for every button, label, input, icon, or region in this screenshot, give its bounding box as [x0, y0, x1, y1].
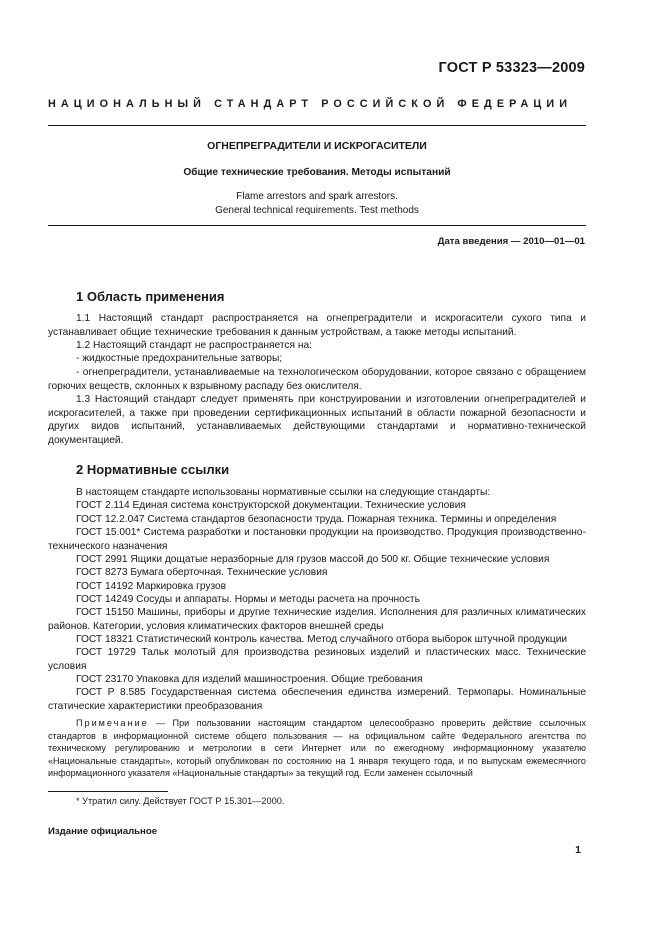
- reference-item: ГОСТ Р 8.585 Государственная система обеспечения единства измерений. Термопары. Номинальные статические характеристики преобразования: [48, 687, 586, 712]
- note-label: Примечание: [76, 718, 149, 728]
- reference-item: ГОСТ 12.2.047 Система стандартов безопасности труда. Пожарная техника. Термины и определения: [76, 514, 557, 525]
- list-item-liquid-seals: - жидкостные предохранительные затворы;: [76, 353, 283, 364]
- reference-item: ГОСТ 2991 Ящики дощатые неразборные для грузов массой до 500 кг. Общие технические условия: [76, 554, 550, 565]
- references-intro: В настоящем стандарте использованы нормативные ссылки на следующие стандарты:: [76, 487, 491, 498]
- introduction-date: Дата введения — 2010—01—01: [437, 236, 585, 247]
- reference-item: ГОСТ 14249 Сосуды и аппараты. Нормы и методы расчета на прочность: [76, 594, 420, 605]
- official-edition-label: Издание официальное: [48, 826, 158, 837]
- document-title: ОГНЕПРЕГРАДИТЕЛИ И ИСКРОГАСИТЕЛИ: [207, 140, 427, 152]
- page-number: 1: [575, 844, 581, 856]
- section-1-heading: 1 Область применения: [76, 289, 225, 304]
- reference-item: ГОСТ 14192 Маркировка грузов: [76, 581, 227, 592]
- section-2-heading: 2 Нормативные ссылки: [76, 462, 230, 477]
- paragraph-1-1: 1.1 Настоящий стандарт распространяется на огнепреградители и искрогасители сухого типа и устанавливает общие технические требования к данным устройствам, а также методы испытаний.: [48, 313, 586, 338]
- reference-item: ГОСТ 2.114 Единая система конструкторской документации. Технические условия: [76, 500, 466, 511]
- footnote: * Утратил силу. Действует ГОСТ Р 15.301—2000.: [76, 796, 285, 806]
- paragraph-1-3: 1.3 Настоящий стандарт следует применять при конструировании и изготовлении огнепреградителей и искрогасителей, а также при проведении сертификационных испытаний в области пожарной безопасности и других видов испытаний, устанавливаемых действующими стандартами и нормативно-технической документацией.: [48, 394, 586, 446]
- reference-item: ГОСТ 8273 Бумага оберточная. Технические условия: [76, 567, 328, 578]
- english-title-line-2: General technical requirements. Test methods: [215, 204, 419, 216]
- reference-item: ГОСТ 15.001* Система разработки и постановки продукции на производство. Продукция производственно-технического назначения: [48, 527, 586, 552]
- reference-item: ГОСТ 18321 Статистический контроль качества. Метод случайного отбора выборок штучной продукции: [76, 634, 568, 645]
- national-standard-banner: НАЦИОНАЛЬНЫЙ СТАНДАРТ РОССИЙСКОЙ ФЕДЕРАЦИИ: [48, 98, 573, 110]
- english-title-line-1: Flame arrestors and spark arrestors.: [236, 191, 398, 202]
- document-subtitle: Общие технические требования. Методы испытаний: [183, 167, 451, 178]
- footnote-rule: [48, 791, 168, 792]
- reference-item: ГОСТ 19729 Тальк молотый для производства резиновых изделий и пластических масс. Технические условия: [48, 647, 586, 672]
- english-title: [48, 190, 586, 217]
- gost-number: ГОСТ Р 53323—2009: [438, 60, 585, 76]
- list-item-flame-arrestors: - огнепреградители, устанавливаемые на технологическом оборудовании, которое связано с обращением горючих веществ, склонных к взрывному распаду без окислителя.: [48, 367, 586, 392]
- reference-item: ГОСТ 15150 Машины, приборы и другие технические изделия. Исполнения для различных климатических районов. Категории, условия климатических факторов внешней среды: [48, 607, 586, 632]
- reference-item: ГОСТ 23170 Упаковка для изделий машиностроения. Общие требования: [76, 674, 423, 685]
- title-rule: [48, 225, 586, 226]
- paragraph-1-2: 1.2 Настоящий стандарт не распространяется на:: [76, 340, 312, 351]
- note-text: — При пользовании настоящим стандартом целесообразно проверить действие ссылочных стандартов в информационной системе общего пользования — на официальном сайте Федерального агентства по техническому регулированию и метрологии в сети Интернет или по ежегодному информационному указателю «Национальные стандарты», который опубликован по состоянию на 1 января текущего года, и по выпускам ежемесячного информационного указателя «Национальные стандарты» за текущий год. Если заменен ссылочный: [48, 718, 586, 779]
- header-rule: [48, 125, 586, 126]
- note: [48, 717, 586, 780]
